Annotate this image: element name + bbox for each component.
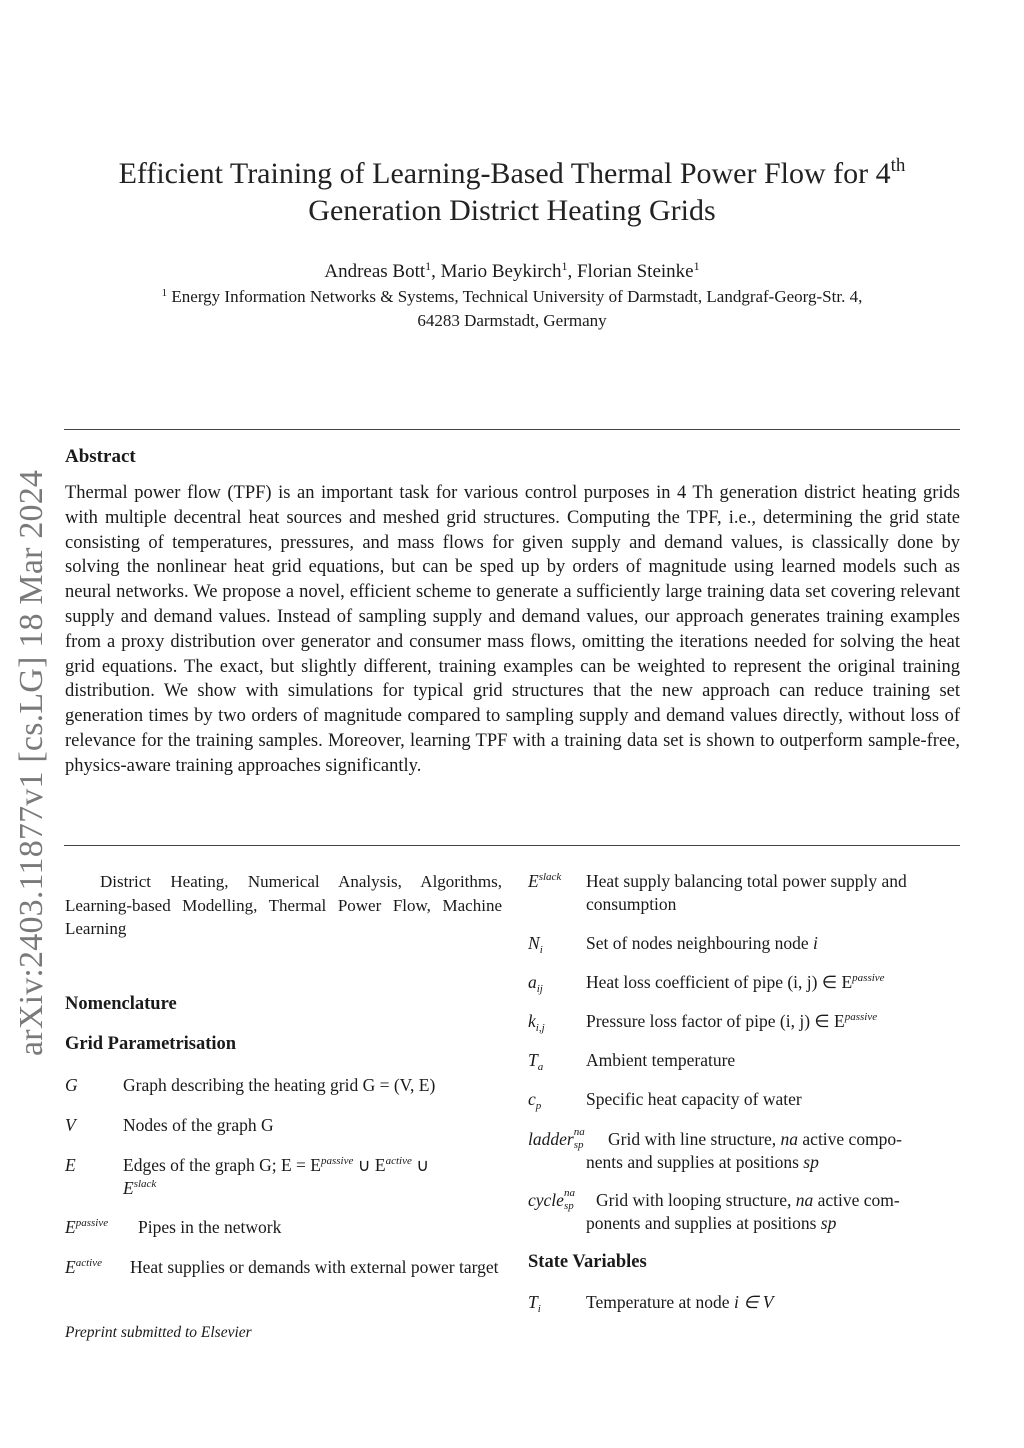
title-superscript: th [890, 155, 906, 176]
nom-description: Temperature at node i ∈ V [586, 1292, 774, 1312]
abstract-heading: Abstract [65, 446, 136, 467]
nom-symbol: G [65, 1075, 78, 1095]
nom-desc-sup: active [385, 1155, 412, 1167]
nom-symbol: E [65, 1155, 76, 1175]
author-affil-mark: 1 [693, 259, 700, 273]
nom-desc-sup: passive [320, 1155, 354, 1167]
author-name: Andreas Bott [324, 261, 426, 282]
nom-symbol: $T_a$ [528, 1050, 544, 1073]
nom-desc-sup: slack [133, 1178, 157, 1190]
author-affil-mark: 1 [425, 259, 432, 273]
affiliation-mark: 1 [161, 287, 168, 299]
nom-description: Graph describing the heating grid G = (V, E) [123, 1075, 436, 1095]
nom-symbol: cycle na sp [528, 1187, 575, 1212]
keywords: District Heating, Numerical Analysis, Algorithms, Learning-based Modelling, Thermal Power Flow, Machine Learning [65, 872, 502, 938]
nom-symbol: V [65, 1115, 76, 1135]
arxiv-sidebar-stamp: arXiv:2403.11877v1 [cs.LG] 18 Mar 2024 [13, 469, 50, 1056]
nom-symbol: $E^{active}$ [65, 1257, 102, 1277]
nomenclature-heading: Nomenclature [65, 994, 177, 1014]
top-rule [64, 429, 960, 430]
affiliation [64, 285, 960, 333]
author-name: Mario Beykirch [440, 261, 562, 282]
nom-description: Heat loss coefficient of pipe (i, j) ∈ $E^{passive}$ [586, 972, 885, 992]
nom-symbol: $E^{slack}$ [528, 871, 562, 891]
state-variables-heading: State Variables [528, 1252, 647, 1272]
nom-description-line-2: nents and supplies at positions sp [586, 1152, 819, 1172]
author-affil-mark: 1 [561, 259, 568, 273]
bottom-rule [64, 845, 960, 846]
affiliation-line-2: 64283 Darmstadt, Germany [417, 311, 607, 330]
nom-symbol: $T_i$ [528, 1292, 541, 1315]
preprint-footer: Preprint submitted to Elsevier [65, 1324, 252, 1341]
nom-symbol: $a_{ij}$ [528, 972, 543, 995]
nom-description: Pressure loss factor of pipe (i, j) ∈ $E^{passive}$ [586, 1011, 878, 1031]
nom-symbol: ladder na sp [528, 1126, 585, 1151]
nom-description: Nodes of the graph G [123, 1115, 274, 1135]
nom-description: Specific heat capacity of water [586, 1089, 802, 1109]
nom-desc-text: ∪ [411, 1155, 430, 1175]
nom-desc-text: E [123, 1178, 134, 1198]
nom-symbol: $N_i$ [528, 933, 543, 956]
nom-description: Set of nodes neighbouring node i [586, 933, 818, 953]
nom-description: Grid with line structure, na active compo- [608, 1129, 903, 1149]
nom-desc-text: Edges of the graph G; E = E [123, 1155, 321, 1175]
title-line-1: Efficient Training of Learning-Based Thermal Power Flow for 4 [118, 157, 891, 190]
nom-desc-text: ∪ E [353, 1155, 386, 1175]
nom-description [123, 1154, 505, 1200]
nom-description-line-2: ponents and supplies at positions sp [586, 1213, 837, 1233]
title-line-2: Generation District Heating Grids [308, 194, 716, 227]
author-name: Florian Steinke [576, 261, 694, 282]
abstract-text: Thermal power flow (TPF) is an important task for various control purposes in 4 Th generation district heating grids with multiple decentral heat sources and meshed grid structures. Computing the TPF, i.e., determining the grid state consisting of temperatures, pressures, and mass flows for given supply and demand values, is classically done by solving the nonlinear heat grid equations, but can be sped up by orders of magnitude using learned models such as neural networks. We propose a novel, efficient scheme to generate a sufficiently large training data set covering relevant supply and demand values. Instead of sampling supply and demand values, our approach generates training examples from a proxy distribution over generator and consumer mass flows, omitting the iterations needed for solving the heat grid equations. The exact, but slightly different, training examples can be weighted to represent the original training distribution. We show with simulations for typical grid structures that the new approach can reduce training set generation times by two orders of magnitude compared to sampling supply and demand values directly, without loss of relevance for the training samples. Moreover, learning TPF with a training data set is shown to outperform sample-free, physics-aware training approaches significantly. [65, 483, 960, 776]
paper-title [64, 155, 960, 229]
nom-symbol: $k_{i,j}$ [528, 1011, 545, 1034]
author-list: Andreas Bott$^1$, Mario Beykirch$^1$, Florian Steinke$^1$ [324, 259, 700, 282]
nom-description: Grid with looping structure, na active com- [596, 1190, 900, 1210]
nom-symbol: $c_p$ [528, 1089, 542, 1112]
nom-description: Heat supplies or demands with external power target [130, 1257, 499, 1277]
nom-description: Heat supply balancing total power supply and consumption [586, 871, 907, 914]
grid-parametrisation-heading: Grid Parametrisation [65, 1034, 237, 1054]
nom-symbol: $E^{passive}$ [65, 1217, 109, 1237]
nom-description: Pipes in the network [138, 1217, 282, 1237]
nom-description: Ambient temperature [586, 1050, 736, 1070]
affiliation-line-1: Energy Information Networks & Systems, Technical University of Darmstadt, Landgraf-Georg-Str. 4, [171, 287, 863, 306]
